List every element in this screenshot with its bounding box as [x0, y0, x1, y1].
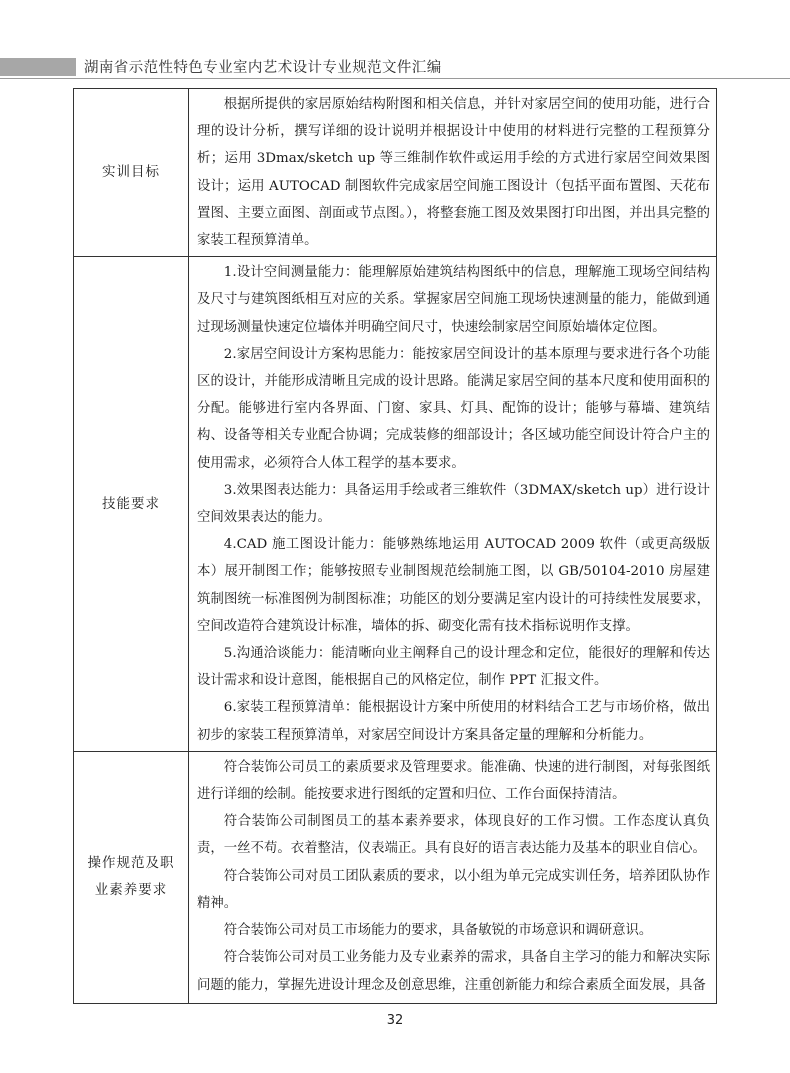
- paragraph: 符合装饰公司对员工业务能力及专业素养的需求，具备自主学习的能力和解决实际问题的能力，掌握先进设计理念及创意思维，注重创新能力和综合素质全面发展，具备: [197, 950, 710, 993]
- header-rule: [0, 78, 790, 79]
- header-title: 湖南省示范性特色专业室内艺术设计专业规范文件汇编: [84, 60, 442, 76]
- page-number: 32: [386, 1013, 404, 1028]
- row-content: [189, 751, 717, 1003]
- paragraph: 符合装饰公司制图员工的基本素养要求，体现良好的工作习惯。工作态度认真负责，一丝不苟。衣着整洁，仪表端正。具有良好的语言表达能力及基本的职业自信心。: [197, 814, 710, 857]
- row-label: 技能要求: [74, 257, 189, 752]
- header-gray-bar: [0, 58, 76, 76]
- paragraph: 根据所提供的家居原始结构附图和相关信息，并针对家居空间的使用功能，进行合理的设计分析，撰写详细的设计说明并根据设计中使用的材料进行完整的工程预算分析；运用 3Dmax/sketch up 等三维制作软件或运用手绘的方式进行家居空间效果图设计；运用 AUTOCAD 制图软件完成家居空间施工图设计（包括平面布置图、天花布置图、主要立面图、剖面或节点图。），将整套施工图及效果图打印出图，并出具完整的家装工程预算清单。: [197, 97, 710, 249]
- row-label: 操作规范及职业素养要求: [74, 751, 189, 1003]
- row-content: [189, 89, 717, 257]
- paragraph: 符合装饰公司对员工团队素质的要求，以小组为单元完成实训任务，培养团队协作精神。: [197, 868, 710, 911]
- paragraph: 符合装饰公司对员工市场能力的要求，具备敏锐的市场意识和调研意识。: [223, 923, 653, 939]
- table-row: [74, 257, 717, 752]
- paragraph: 4.CAD 施工图设计能力：能够熟练地运用 AUTOCAD 2009 软件（或更高级版本）展开制图工作；能够按照专业制图规范绘制施工图，以 GB/50104-2010 房屋建筑制图统一标准图例为制图标准；功能区的划分要满足室内设计的可持续性发展要求，空间改造符合建筑设计标准，墙体的拆、砌变化需有技术指标说明作支撑。: [197, 537, 710, 634]
- table-row: [74, 751, 717, 1003]
- paragraph: 符合装饰公司员工的素质要求及管理要求。能准确、快速的进行制图，对每张图纸进行详细的绘制。能按要求进行图纸的定置和归位、工作台面保持清洁。: [197, 759, 710, 803]
- spec-table: [73, 88, 717, 1004]
- row-label: 实训目标: [74, 89, 189, 257]
- paragraph: 3.效果图表达能力：具备运用手绘或者三维软件（3DMAX/sketch up）进行设计空间效果表达的能力。: [197, 482, 710, 526]
- table-row: [74, 89, 717, 257]
- row-content: [189, 257, 717, 752]
- paragraph: 6.家装工程预算清单：能根据设计方案中所使用的材料结合工艺与市场价格，做出初步的家装工程预算清单，对家居空间设计方案具备定量的理解和分析能力。: [197, 700, 710, 743]
- paragraph: 5.沟通洽谈能力：能清晰向业主阐释自己的设计理念和定位，能很好的理解和传达设计需求和设计意图，能根据自己的风格定位，制作 PPT 汇报文件。: [197, 646, 710, 689]
- paragraph: 1.设计空间测量能力：能理解原始建筑结构图纸中的信息，理解施工现场空间结构及尺寸与建筑图纸相互对应的关系。掌握家居空间施工现场快速测量的能力，能做到通过现场测量快速定位墙体并明确空间尺寸，快速绘制家居空间原始墙体定位图。: [197, 265, 710, 335]
- paragraph: 2.家居空间设计方案构思能力：能按家居空间设计的基本原理与要求进行各个功能区的设计，并能形成清晰且完成的设计思路。能满足家居空间的基本尺度和使用面积的分配。能够进行室内各界面、门窗、家具、灯具、配饰的设计；能够与幕墙、建筑结构、设备等相关专业配合协调；完成装修的细部设计；各区域功能空间设计符合户主的使用需求，必须符合人体工程学的基本要求。: [197, 346, 710, 471]
